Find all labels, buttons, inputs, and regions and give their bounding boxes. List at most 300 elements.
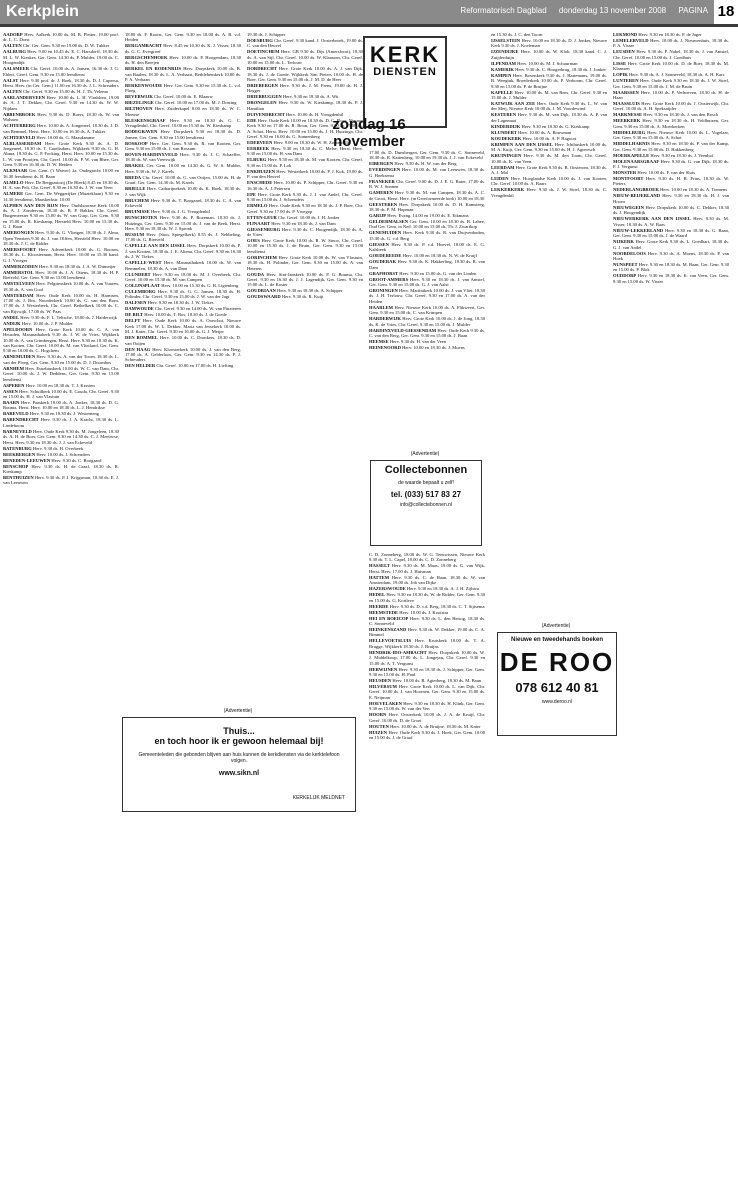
service-details: Ger. Gem. 10.00 en 14.30 ds. G. W. S. Mulder, Herv. 9.30 ds. W. J. Karels	[125, 163, 241, 174]
service-details: Herv. 9.30 en 18.30 ds. P. van der Kamp, Ger. Gem. 9.30 en 15.00 ds. D. Hakkenberg	[613, 141, 729, 152]
service-entry	[613, 228, 729, 239]
service-details: Herv. 9.30 ds. H. W. van der Berg	[394, 161, 457, 167]
service-details: Herv. 9.30 en 18.30 ds. H. Veldhuizen, Ger. Gem. 9.30 en 15.00 ds. A. Moerkerken	[613, 118, 729, 129]
service-details: Herv. 9.30 en 18.30 ds. H. J. van Hoorn	[613, 193, 729, 204]
service-details: Herv. 9.30 ds. C. Hoogerbrug, 18.30 ds. J. Jonker	[515, 66, 606, 72]
place-name: CLUNDERT	[125, 271, 151, 277]
service-entry	[125, 100, 241, 105]
service-details: Herv. 9.30 en 18.30 ds. J. van den Bosch	[643, 112, 719, 118]
service-details: Herv. 9.30 ds. J. M. Frens, 19.00 ds. H. J. Hegger	[247, 83, 363, 94]
service-entry	[369, 592, 485, 603]
service-details: Herv. 9.30 en 18.30 ds. J. W. Tiekes	[147, 300, 214, 306]
service-entry	[369, 271, 485, 276]
service-details: Herv. 9.30 en 18.30 ds. G. Baan, Ger. Gem. 9.30 en 15.00 ds. J. de Waard	[613, 227, 729, 239]
service-entry	[369, 724, 485, 729]
place-name: DOETINCHEM	[247, 49, 280, 55]
place-name: HEEMSTEDE	[369, 609, 399, 615]
place-name: GROOT-AMMERS	[369, 276, 409, 282]
place-name: ASPEREN	[3, 382, 25, 388]
place-name: GRAFHORST	[369, 270, 399, 276]
place-name: ANDEL	[3, 314, 20, 320]
deroo-link[interactable]: www.deroo.nl	[541, 699, 572, 705]
place-name: NIEUWEGEIN	[613, 204, 644, 210]
place-name: MONSTER	[613, 170, 637, 176]
service-details: Herv. Kerk 9.30 ds. R. van Duijvenboden, 15.30 ds. G. v.d. Berg	[369, 230, 485, 241]
service-entry	[3, 49, 119, 65]
place-name: BOSKOOP	[125, 140, 148, 146]
place-name: NIJKERK	[613, 239, 634, 245]
place-name: EPE	[247, 191, 256, 197]
place-name: BOVEN-HARDINXVELD	[125, 152, 178, 158]
place-name: AALST	[3, 77, 19, 83]
place-name: GAMEREN	[369, 190, 393, 196]
place-name: APELDOORN	[3, 326, 33, 332]
service-entry	[491, 176, 607, 187]
place-name: BEEKBERGEN	[3, 451, 36, 457]
service-details: Chr. Geref. 10.00 ds. A. Jansen, 16.30 ds. J. G. Ehlert, Geref. Gem. 9.30 en 15.00 leesdienst	[3, 66, 119, 77]
place-name: HILVERSUM	[369, 684, 397, 690]
service-entry	[369, 277, 485, 288]
service-entry	[613, 273, 729, 284]
service-entry	[369, 667, 485, 678]
service-entry	[247, 83, 363, 94]
service-details: 18.00 ds. F. Rootst, Ger. Gem. 9.30 en 18.00 ds. A. B. v.d. Heiden	[125, 32, 241, 43]
service-details: Herv. 9.30 en 18.30 ds. J. van Amstel, Ger. Gem. 9.30 en 15.00 ds. G. J. van Aalst	[369, 276, 485, 288]
service-entry	[491, 38, 607, 49]
service-details: Herv. Oude Kerk 10.00 en 18.30 ds. D. C. Floor, Nieuwe Kerk 9.30 en 17.00 ds. R. Boon, Ger. Gem. 9.30 en 17.00 ds. A. Schot, Herst. Herv. 10.00 en 15.00 ds. J. H. Huizinga, Chr. Geref. 9.30 en 16.00 ds. G. Sonnenberg	[247, 117, 363, 140]
service-details: Herv. Sint-Janskerk 10.00 ds. P. G. Bouma, Chr. Geref. 9.30 en 16.30 ds. J. J. Lagendijk, Ger. Gem. 9.30 en 15.00 ds. L. de Koster	[247, 271, 363, 288]
place-name: FIJNAART	[247, 220, 271, 226]
service-entry	[613, 32, 729, 37]
service-entry	[247, 288, 363, 293]
service-entry	[3, 429, 119, 445]
service-entry	[125, 186, 241, 197]
service-entry	[125, 163, 241, 174]
place-name: HEI EN BOEICOP	[369, 615, 409, 621]
service-details: Ger. Gem. De Weggerijker (Muzieklaan) 9.30 en 14.30 leesdienst, Maaskerkstr. 10.00	[3, 191, 119, 202]
advertisement-kerktelefoon: Thuis... en toch hoor ik er gewoon helemaal bij! Gemeenteleden die gebonden blijven aan huis kunnen de kerkdiensten via de kerktelefoon volgen. www.sikn.nl KERKELIJK MELDNET	[122, 717, 356, 812]
service-details: Herv. Paaskerk 10.00 ds. A. Jonker, 18.30 ds. D. G. Bouma, Herst. Herv. 10.00 en 18.30 ds. L. J. Hendrikse	[3, 400, 119, 411]
service-entry	[613, 216, 729, 227]
advertisement-de-roo: Nieuwe en tweedehands boeken DE ROO 078 612 40 81 www.deroo.nl	[497, 632, 617, 736]
service-entry	[3, 321, 119, 326]
service-details: Herv. 9.30 ds. P. Rozeman, 18.30 ds. J. Huizinga, Ger. Gem. 9.30 en 15.00 ds. J. van de Beek, Herst. Herv. 9.30 en 18.30 ds. W. J. Spronk	[125, 215, 241, 231]
place-name: GORINCHEM	[247, 254, 277, 260]
service-details: Herv. Bovenkerk 9.30 ds. J. Hartemans, 19.00 ds. B. Weegink, Broederkerk 10.00 ds. P. Verboom, Chr. Geref. 9.30 en 15.00 ds. P. de Bruijne	[491, 72, 607, 89]
service-details: Herv. Grote Kerk 9.30 ds. L. Goedhart, 18.30 ds. G. J. van Andel	[613, 239, 729, 250]
service-details: Herv. Dorpskerk 10.00 ds. W. J. Middelkoop, 17.00 ds. L. Jongejan, Chr. Geref. 9.30 en 15.00 ds. A. T. Vergunst	[369, 649, 485, 666]
collectebonnen-email-link[interactable]: info@collectebonnen.nl	[399, 502, 453, 508]
service-entry	[125, 106, 241, 117]
service-details: Herv. 9.30 en 18.30 ds. J. Schipper, Ger. Gem. 9.30 en 15.00 ds. H. Paul	[369, 666, 485, 678]
service-entry	[613, 176, 729, 187]
service-details: Herv. Aalkerk 10.00 ds. M. B. Pletter, 19.00 prof. dr. L. C. Dorst	[3, 32, 119, 43]
place-name: LISSE	[613, 60, 627, 66]
place-name: ALPHEN AAN DEN RIJN	[3, 202, 58, 208]
place-name: ANDIJK	[3, 320, 21, 326]
service-details: Herv. Dorpskerk 10.00 ds. B. van Baalen, 18.30 ds. L. A. Verhaart, Bethlehemkerk 10.00 ds. P. A. Verbaan	[125, 66, 241, 83]
place-name: GELDERMALSEN	[369, 219, 409, 225]
place-name: NOORDELOOS	[613, 250, 646, 256]
service-details: Herv. 10.00 en 18.30 ds. A. Tiemens	[660, 187, 728, 193]
place-name: LEUSDEN	[613, 49, 635, 55]
place-name: BREDA	[125, 174, 142, 180]
place-name: ILPENDAM	[491, 60, 517, 66]
place-name: AALBURG	[3, 49, 26, 55]
place-name: DEN BOMMEL	[125, 335, 158, 341]
service-entry	[125, 306, 241, 311]
place-name: BERGAMBACHT	[125, 43, 163, 49]
service-details: Herv. 10.00 ds. A. P. Hagoort	[522, 135, 577, 141]
service-entry	[3, 383, 119, 388]
advertisement-collectebonnen: Collectebonnen de waarde bepaalt u zelf! tel. (033) 517 83 27 info@collectebonnen.nl	[370, 460, 482, 546]
service-entry	[3, 452, 119, 457]
place-name: BARENDRECHT	[3, 417, 39, 423]
service-details: Chr. Geref. 9.30 en 15.00 ds. H. J. Th. Velema	[22, 89, 108, 95]
place-name: GOES	[247, 237, 260, 243]
place-name: BERGSCHENHOEK	[125, 54, 168, 60]
service-details: Herv. Evang. 14.00 en 19.00 ds. E. Eikmans	[387, 213, 469, 219]
service-entry	[125, 209, 241, 214]
service-entry	[3, 417, 119, 428]
service-details: Herv. Oude Kerk 9.30 en 18.30 ds. J. P. Boer, Chr. Geref. 9.30 en 17.00 ds. P. Vroegop	[247, 203, 363, 214]
place-name: MONTFOORT	[613, 176, 644, 182]
service-entry	[125, 243, 241, 259]
service-entry	[3, 43, 119, 48]
service-details: Herv. 10.00 ds. W. Klok, 18.30 kand. C. J. Zuijderduijn	[491, 49, 607, 60]
service-entry	[491, 142, 607, 153]
service-details: Herv. Grote Kerk 10.00 ds. L. van Dijk, Chr. Geref. 10.00 ds. J. van Hoornen, Ger. Gem. 9.30 en 15.00 ds. E. Neijman	[369, 684, 485, 700]
service-details: Herv. 9.30 ds. M. Maas, 19.00 ds. G. van Wijk, Herst. Herv. 17.00 ds. J. Huisman	[369, 563, 485, 574]
place-name: LUNTEREN	[613, 78, 639, 84]
place-name: ALKMAAR	[3, 168, 28, 174]
service-details: Herv. 9.30 ds. L. den Hertog, 18.30 ds. C. Sonneveld	[369, 615, 485, 627]
service-details: Herv. 9.30 en 18.30 ds. C. Melse, Herst. Herv. 9.30 en 15.00 ds. H. van Dam	[247, 146, 363, 157]
place-name: MAASSLUIS	[613, 101, 640, 107]
service-details: Herv. 9.30 ds. R. Kuijt	[281, 294, 324, 300]
advertisement-label: (Advertentie)	[223, 708, 253, 714]
service-entry	[3, 475, 119, 486]
service-entry	[3, 264, 119, 269]
service-entry	[491, 73, 607, 89]
place-name: DRONGELEN	[247, 100, 277, 106]
place-name: EDE	[247, 117, 257, 123]
service-details: Herv. Oosterkerk 10.00 ds. J. A. de Kruijf, Chr. Geref. 10.00 ds. D. de Groot	[369, 712, 485, 723]
service-entry	[125, 118, 241, 129]
advertisement-label: (Advertentie)	[410, 451, 440, 457]
service-entry	[247, 32, 363, 37]
service-entry	[247, 180, 363, 191]
place-name: HEERDE	[369, 603, 389, 609]
service-details: Herv. 9.30 ds. P. J. Krijgsman, 18.30 ds. E. J. van Leeuwen	[3, 475, 119, 486]
place-name: AMERSFOORT	[3, 246, 36, 252]
service-entry	[369, 701, 485, 712]
service-entry	[3, 270, 119, 281]
service-entry	[3, 112, 119, 123]
place-name: HELLEVOETSLUIS	[369, 638, 412, 644]
service-entry	[125, 198, 241, 209]
place-name: BLESKENSGRAAF	[125, 117, 166, 123]
service-entry	[369, 345, 485, 350]
place-name: IJSSELSTEIN	[491, 38, 521, 43]
service-details: Herv. 9.30 ds. A. J. Sonneveld, 18.30 ds. A. H. Kars	[628, 72, 725, 78]
place-name: HARDERWIJK	[369, 316, 401, 322]
service-entry	[125, 289, 241, 300]
service-entry	[613, 101, 729, 112]
place-name: BILTHOVEN	[125, 106, 153, 112]
service-details: Herv. 10.00 en 18.30 ds. D. J. Jonker, Nieuwe Kerk 9.30 ds. J. Koeleman	[491, 38, 607, 49]
service-details: Herv. Nieuwe Kerk 10.00 ds. A. Flikweert, Ger. Gem. 9.30 en 15.00 ds. C. van Krimpen	[369, 304, 485, 316]
service-entry	[125, 43, 241, 54]
place-name: ERMELO	[247, 203, 268, 209]
service-entry	[613, 205, 729, 216]
place-name: CAPELLE AAN DEN IJSSEL	[125, 243, 186, 249]
service-details: Herv. 10.00 ds. M. van Leeuwen, 18.30 ds. G. Hoeksema	[369, 167, 485, 178]
service-details: Herv. 9.30 ds. H. de Graaf, 18.30 ds. R. Kieskamp	[3, 463, 119, 475]
service-entry	[613, 153, 729, 158]
sikn-link[interactable]: www.sikn.nl	[218, 770, 260, 777]
service-details: Herv. 10.00 ds. A. Jongeneel, 18.30 ds. J. D. van Bemmel, Herst. Herv. 10.00 en 16.30 ds. A. Tukker	[3, 123, 119, 134]
place-name: HEEMSE	[369, 339, 389, 345]
place-name: IJZENDIJKE	[491, 49, 519, 55]
place-name: GENEMUIDEN	[369, 230, 402, 236]
service-entry	[125, 260, 241, 271]
service-day-heading: zondag 16 november	[332, 116, 406, 150]
service-details: Chr. Geref. 9.30 en 14.00 ds. W. van Pinxteren	[155, 306, 241, 312]
service-details: Herv. 10.00 en 18.30 ds. N. W. de Kruijf	[402, 253, 478, 259]
service-details: Herv. Zuiderkapel 8.00 en 18.30 ds. W. C. Meeuse	[125, 106, 241, 117]
service-details: Herv. 9.30 ds. T. Boogaard, 18.30 ds. C. A. van Eckeveld	[125, 197, 241, 209]
place-name: KOUDEKERK	[491, 135, 522, 141]
place-name: KRUININGEN	[491, 153, 522, 159]
service-entry	[247, 238, 363, 254]
service-details: Chr. Geref. 10.00 ds. J. H. Jonker	[278, 214, 340, 220]
service-details: Herv. 10.00 en 18.30 ds. J. Moens	[402, 345, 465, 351]
service-entry	[247, 169, 363, 180]
service-details: Herv. Adventkerk 10.00 ds. G. Roosen, 18.30 ds. L. Kloosterman, Herst. Herv. 10.00 en 15.30 kand. G. J. Vroeger	[3, 246, 119, 263]
service-entry	[613, 262, 729, 273]
service-details: Herv. 10.00 ds. M. J. Schuurman	[517, 60, 578, 66]
service-details: Herv. Westerkerk 10.00 ds. P. J. Kok, 19.00 ds. P. van den Heuvel	[247, 168, 363, 180]
service-details: Herv. Hooglandse Kerk 10.00 ds. J. van Kooten, Chr. Geref. 10.00 ds. A. Baars	[491, 176, 607, 187]
service-details: Herv. Grote Kerk 10.00 ds. J. de Jong, 18.30 ds. K. de Vries, Chr. Geref. 9.30 en 15.00 ds. J. Mulder	[369, 316, 485, 327]
service-entry	[3, 168, 119, 179]
service-details: Herv. Oude Kerk 10.00 ds. A. Oorschot, Nieuwe Kerk 17.00 ds. W. L. Dekker, Maria van Jessekerk 10.00 ds. M. J. Kater, Chr. Geref. 9.30 en 16.00 ds. G. J. Meijer	[125, 318, 241, 335]
service-entry	[247, 272, 363, 288]
service-details: en 15.30 ds. J. C. den Toorn	[491, 32, 543, 37]
service-entry	[613, 251, 729, 262]
place-name: AMERONGEN	[3, 230, 34, 236]
service-entry	[369, 586, 485, 591]
service-details: Herv. 9.30 ds. G. van Dijk, 18.30 ds. P. J. Vergunst	[613, 158, 729, 170]
place-name: BEVERWIJK	[125, 94, 153, 100]
service-entry	[369, 242, 485, 253]
service-details: Herv. 8.45 en 10.30 ds. K. J. Visser, 18.30 ds. G. C. Evergroef	[125, 43, 241, 54]
service-entry	[125, 300, 241, 305]
place-name: BUNSCHOTEN	[125, 215, 158, 221]
place-name: DORDRECHT	[247, 66, 277, 72]
service-entry	[3, 458, 119, 463]
service-entry	[613, 170, 729, 175]
service-entry	[247, 66, 363, 82]
service-details: Herv. 9.30 ds. F. L. Teltsche, 18.00 ds. J. Harderwijk	[20, 314, 117, 320]
service-entry	[369, 678, 485, 683]
service-entry	[491, 49, 607, 60]
service-details: Herv. De Bergpastorij (De Bleek) 8.45 en 18.30 ds. H. A. van Pelt, Chr. Geref. 9.30 en 16.30 ds. J. W. van Veen	[3, 179, 119, 191]
service-details: Herv. 9.30 ds. P. v.d. Hoevel, 18.00 ds. E. G. Kalsbeek	[369, 241, 485, 253]
service-entry	[369, 219, 485, 230]
service-entry	[3, 446, 119, 451]
place-name: NUNSPEET	[613, 261, 638, 267]
service-details: Herv. Grote Kerk 10.00 ds. J. Oosterwijk, Chr. Geref. 10.00 ds. A. H. Speksnijder	[613, 101, 729, 112]
service-entry	[369, 610, 485, 615]
service-details: Herv. 9.30 ds. J. A. Kracht, 18.30 ds. L. Lindeboom	[3, 417, 119, 428]
service-entry	[3, 230, 119, 246]
service-details: Herv. 9.30 ds. H. Overbeek	[32, 445, 84, 451]
service-entry	[125, 129, 241, 140]
place-name: BERKEL EN RODENRIJS	[125, 66, 182, 72]
service-details: Herv. Pelgrimskerk 10.00 ds. A. van Vuuren, 18.30 ds. A. van Gool	[3, 281, 119, 292]
service-details: Herv. 10.00 ds. J. Schreuders	[36, 451, 90, 457]
service-details: Herv. Grote Kerk 10.00 ds. A. J. van Dijk, 18.30 ds. J. de Goede, Wijkkerk Sint Pieters 10.00 ds. H. de Boer, Ger. Gem. 9.30 en 15.00 ds. J. M. D. de Heer	[247, 66, 363, 83]
service-entry	[491, 67, 607, 72]
service-entry	[369, 150, 485, 161]
service-entry	[3, 354, 119, 365]
service-entry	[369, 552, 485, 563]
service-entry	[125, 175, 241, 186]
service-entry	[491, 101, 607, 112]
place-name: HEINENOORD	[369, 345, 401, 351]
advertisement-label: (Advertentie)	[541, 623, 571, 629]
place-name: MAARSSEN	[613, 89, 639, 95]
service-details: Herv. 10.00 ds. J. Kooistra	[399, 609, 449, 615]
service-details: Herv. 9.30 ds. W. Kieskamp, 18.30 ds. P. J. Hamilton	[247, 100, 363, 111]
service-details: Herv. Martinikerk 10.00 ds. J. van Vliet, 18.30 ds. J. H. Terlouw, Chr. Geref. 9.30 en 17.00 ds. A. van der Heiden	[369, 288, 485, 304]
service-entry	[369, 328, 485, 339]
service-entry	[3, 78, 119, 89]
service-entry	[369, 190, 485, 201]
place-name: ALBLASSERDAM	[3, 140, 42, 146]
place-name: DELFT	[125, 318, 141, 324]
service-entry	[125, 283, 241, 288]
service-details: Herv. 10.00 ds. A. de Bruijne, 18.30 ds. M. Kater	[390, 723, 481, 729]
page-number: 18	[714, 0, 738, 24]
service-entry	[369, 202, 485, 213]
place-name: ABBENBROEK	[3, 111, 36, 117]
service-details: Herv. 9.30 en 18.30 ds. A. J. H. Zijlstra	[406, 586, 479, 592]
place-name: BRUINISSE	[125, 209, 150, 215]
place-name: COLIJNSPLAAT	[125, 282, 161, 288]
service-entry	[3, 293, 119, 315]
service-entry	[613, 49, 729, 60]
service-entry	[247, 294, 363, 299]
service-entry	[369, 167, 485, 178]
service-entry	[613, 78, 729, 89]
service-details: Herv. 9.30 ds. C. Hoogendijk, 18.30 ds. A. de Vries	[247, 226, 363, 237]
place-name: ARNHEM	[3, 365, 24, 371]
service-details: Herv. Grote Kerk 10.00 ds. R. W. Sinoo, Chr. Geref. 10.00 en 15.30 ds. J. de Bruin, Ger. Gem. 9.30 en 15.00 leesdienst	[247, 237, 363, 254]
service-details: Herv. Grote Kerk 10.00 ds. W. van Vlastuin, 18.30 ds. H. Polinder, Ger. Gem. 9.30 en 15.00 ds. A. van Heteren	[247, 254, 363, 271]
service-entry	[491, 90, 607, 101]
service-details: Herv. 10.00 ds. A. Bouwman	[518, 129, 572, 135]
newspaper-name: Reformatorisch Dagblad	[460, 6, 547, 15]
place-name: BENTHUIZEN	[3, 475, 34, 481]
service-entry	[3, 141, 119, 168]
service-entry	[369, 638, 485, 649]
service-details: Herv. 9.30 ds. H. R. Prins, 18.30 ds. W. Pieters	[613, 176, 729, 187]
place-name: AALTEN	[3, 43, 22, 49]
service-entry	[3, 411, 119, 416]
place-name: GOUDERAK	[369, 259, 397, 265]
service-entry	[125, 272, 241, 283]
service-details: Chr. Geref. 10.00 ds. G. van Ooijen, 15.00 ds. H. de Graaf, Ger. Gem. 14.30 ds. M. Karels	[125, 174, 241, 186]
service-details: Herv. 9.30 en 18.30 ds. P. de Jager	[638, 32, 702, 37]
service-entry	[613, 159, 729, 170]
place-name: AADORP	[3, 32, 23, 37]
service-details: Herv. Oudshoornse Kerk 10.00 ds. A. J. Zondervan, 18.30 ds. B. P. Bakker, Chr. Geref. Burgemeester 9.30 en 15.00 ds. W. van Gurp, Ger. Gem. 9.30 en 15.00 ds. R. Kieskamp, Hersteld Herv. 10.00 en 15.30 ds. G. J. Baan	[3, 202, 119, 230]
place-name: GIESSEN	[369, 241, 389, 247]
service-entry	[125, 215, 241, 231]
place-name: ARNEMUIDEN	[3, 354, 36, 360]
service-details: Herv. Grote Kerk 10.00 ds. D. de Boer, 18.30 ds. M. Klaassen	[613, 60, 729, 72]
service-entry	[491, 136, 607, 141]
service-details: Chr. Geref. 10.00 en 17.00 ds. H. Liefting	[156, 363, 234, 369]
listing-column	[613, 32, 729, 1062]
place-name: KATWIJK AAN ZEE	[491, 101, 536, 107]
service-entry	[247, 215, 363, 220]
place-name: DEN HAAG	[125, 346, 151, 352]
place-name: ACHTERVELD	[3, 134, 36, 140]
service-details: Ger. Gem. ('t Waiver) 2a, Oudegracht 10.00 en 16.30 leesdienst ds. B. Baan	[3, 168, 119, 179]
place-name: ELBURG	[247, 157, 267, 163]
service-details: Herv. Ger. Gem. 9.30 en 15.30 ds. L. v.d. Ploeg	[125, 83, 241, 94]
place-name: HARDINXVELD-GIESSENDAM	[369, 327, 437, 333]
service-details: Herv. 9.30 ds. P. Nabel, 18.30 ds. J. van Amstel, Chr. Geref. 10.00 en 15.00 ds. J. Goedhuis	[613, 49, 729, 60]
service-entry	[613, 193, 729, 204]
place-name: CULEMBORG	[125, 288, 156, 294]
service-entry	[369, 305, 485, 316]
place-name: HERWIJNEN	[369, 666, 398, 672]
service-details: Herv. Grote Kerk 9.30 ds. J. J. van Andel, Chr. Geref. 9.30 en 15.00 ds. J. Schreuders	[247, 191, 363, 203]
service-entry	[491, 153, 607, 164]
place-name: KESTEREN	[491, 112, 517, 118]
service-details: Chr. Geref. 10.00 ds. E. Blaauw	[154, 94, 213, 100]
service-details: Herv. Grote Kerk 10.00 ds. C. A. van Heusden, Maranathakerk 9.30 ds. J. W. de Vries, Wijkkerk 10.00 ds. A. van Grimbergen, Herst. Herv. 9.30 en 18.30 ds. K. van Kooten, Chr. Geref. 10.00 ds. M. van Vlietland, Ger. Gem. 9.30 en 16.00 ds. C. Hogchem	[3, 326, 119, 354]
service-details: Herv. Grote Kerk 9.30 ds. A. D. Jongeneel, 18.30 ds. T. Careltsdam, Wijkkerk 9.30 ds. G. H. Abma, 18.30 ds. G. P. Focking, Herst. Herv. 10.00 en 15.30 ds. L. W. van Prooijen, Chr. Geref. 10.00 ds. P. W. van Rhee, Ger. Gem. 9.30 en 16.30 ds. D. W. Heiden	[3, 140, 119, 168]
place-name: HEDEL	[369, 592, 386, 598]
service-details: Herv. Oude Kerk 9.30 ds. L. W. van der Meij, Nieuwe Kerk 10.00 ds. J. M. Voordewind	[491, 101, 607, 112]
place-name: BODEGRAVEN	[125, 129, 158, 135]
service-details: Herv. 9.30 ds. A. van der Toorn, 18.30 ds. L. van der Ploeg, Ger. Gem. 9.30 en 15.00 ds. D. J. Doornbos	[3, 354, 119, 365]
place-name: MARKNESSE	[613, 112, 643, 118]
service-details: Herv. Schuilkerk 10.00 ds. E. Gouda, Chr. Geref. 9.30 en 15.00 ds. H. J. van Vlastuin	[3, 388, 119, 400]
service-entry	[125, 347, 241, 363]
place-name: ALMELO	[3, 179, 24, 185]
service-entry	[3, 247, 119, 263]
place-name: KAPELLE	[491, 89, 513, 95]
place-name: LEKMOND	[613, 32, 638, 37]
service-details: Herv. 9.30 ds. M. den Toom, Chr. Geref. 10.00 ds. K. van Veen	[491, 153, 607, 164]
service-entry	[247, 157, 363, 168]
place-name: AMSTERDAM	[3, 292, 34, 298]
place-name: EDERVEEN	[247, 140, 273, 146]
service-entry	[369, 253, 485, 258]
place-name: AALTEN	[3, 89, 22, 95]
service-entry	[125, 94, 241, 99]
service-entry	[369, 712, 485, 723]
listing-column	[3, 32, 119, 1062]
service-details: Herv. 9.30 ds. J. C. Schaeffer, 18.30 ds. W. van Vreeswijk	[125, 152, 241, 163]
